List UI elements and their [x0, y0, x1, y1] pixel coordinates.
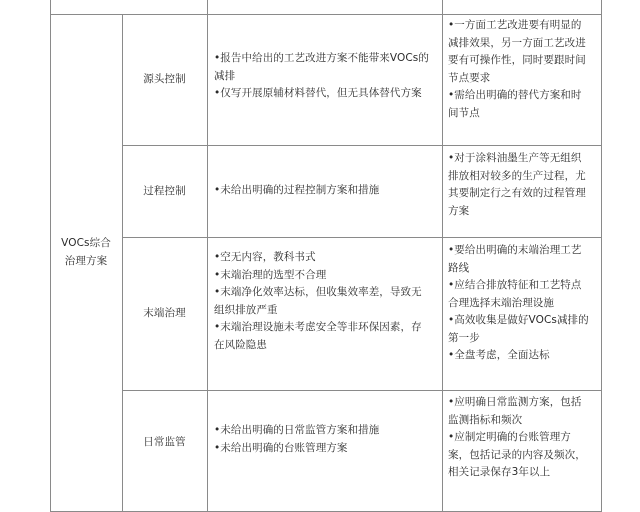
- requirement-list: [448, 150, 586, 220]
- problem-text: •报告中给出的工艺改进方案不能带来VOCs的: [214, 52, 429, 64]
- requirement-text: •应结合排放特征和工艺特点: [448, 279, 582, 291]
- requirement-text: 合理选择末端治理设施: [448, 296, 554, 309]
- table-row-divider: [122, 237, 602, 238]
- requirement-text: •全盘考虑，全面达标: [448, 349, 550, 361]
- table-row-divider: [50, 14, 602, 15]
- requirement-text: •一方面工艺改进要有明显的: [448, 19, 582, 31]
- problem-text: 在风险隐患: [214, 338, 267, 351]
- requirement-text: 监测指标和频次: [448, 413, 523, 426]
- problem-text: •未给出明确的过程控制方案和措施: [214, 184, 380, 196]
- problem-list: [214, 422, 379, 457]
- problem-list: [214, 249, 422, 354]
- requirement-text: 间节点: [448, 106, 480, 119]
- problem-text: •末端治理的选型不合理: [214, 268, 327, 281]
- requirement-text: 要有可操作性，同时要跟时间: [448, 54, 586, 66]
- requirement-text: 案，包括记录的内容及频次，: [448, 448, 586, 461]
- problem-text: •空无内容，教科书式: [214, 251, 316, 263]
- requirement-text: 第一步: [448, 331, 480, 344]
- problem-text: •未给出明确的台账管理方案: [214, 441, 348, 454]
- table-row-divider: [122, 390, 602, 391]
- stage-label: 日常监管: [143, 436, 186, 448]
- table-border-right: [601, 0, 602, 512]
- problem-list: [214, 182, 379, 200]
- requirement-text: 排放相对较多的生产过程，尤: [448, 169, 586, 182]
- category-label-line: 治理方案: [64, 254, 108, 267]
- problem-text: 组织排放严重: [214, 303, 278, 316]
- requirement-text: 路线: [448, 261, 470, 274]
- requirement-text: 节点要求: [448, 71, 491, 84]
- requirement-text: •对于涂料油墨生产等无组织: [448, 152, 582, 164]
- stage-label: 末端治理: [143, 307, 186, 319]
- problem-text: •仅写开展原辅材料替代，但无具体替代方案: [214, 87, 422, 99]
- requirement-list: [448, 17, 586, 122]
- requirement-text: 方案: [448, 204, 470, 217]
- problem-list: [214, 50, 429, 103]
- problem-text: 减排: [214, 69, 236, 82]
- requirement-text: •应明确日常监测方案，包括: [448, 396, 582, 408]
- requirement-text: 减排效果，另一方面工艺改进: [448, 36, 586, 49]
- category-label-line: VOCs综合: [61, 237, 111, 249]
- problem-text: •末端治理设施未考虑安全等非环保因素，存: [214, 321, 422, 333]
- problem-text: •未给出明确的日常监管方案和措施: [214, 424, 380, 436]
- table-row-divider: [122, 145, 602, 146]
- requirement-list: [448, 394, 586, 482]
- category-label: [50, 235, 122, 270]
- stage-label: 过程控制: [143, 185, 186, 197]
- requirement-text: 其要制定行之有效的过程管理: [448, 187, 586, 199]
- requirement-list: [448, 242, 589, 365]
- requirement-text: •要给出明确的末端治理工艺: [448, 244, 582, 256]
- column-divider-3: [442, 0, 443, 512]
- requirement-text: •应制定明确的台账管理方: [448, 431, 571, 443]
- requirement-text: •高效收集是做好VOCs减排的: [448, 314, 589, 326]
- problem-text: •末端净化效率达标，但收集效率差，导致无: [214, 286, 422, 298]
- column-divider-2: [207, 0, 208, 512]
- requirement-text: 相关记录保存3年以上: [448, 466, 551, 478]
- requirement-text: •需给出明确的替代方案和时: [448, 89, 582, 101]
- stage-label: 源头控制: [143, 73, 186, 85]
